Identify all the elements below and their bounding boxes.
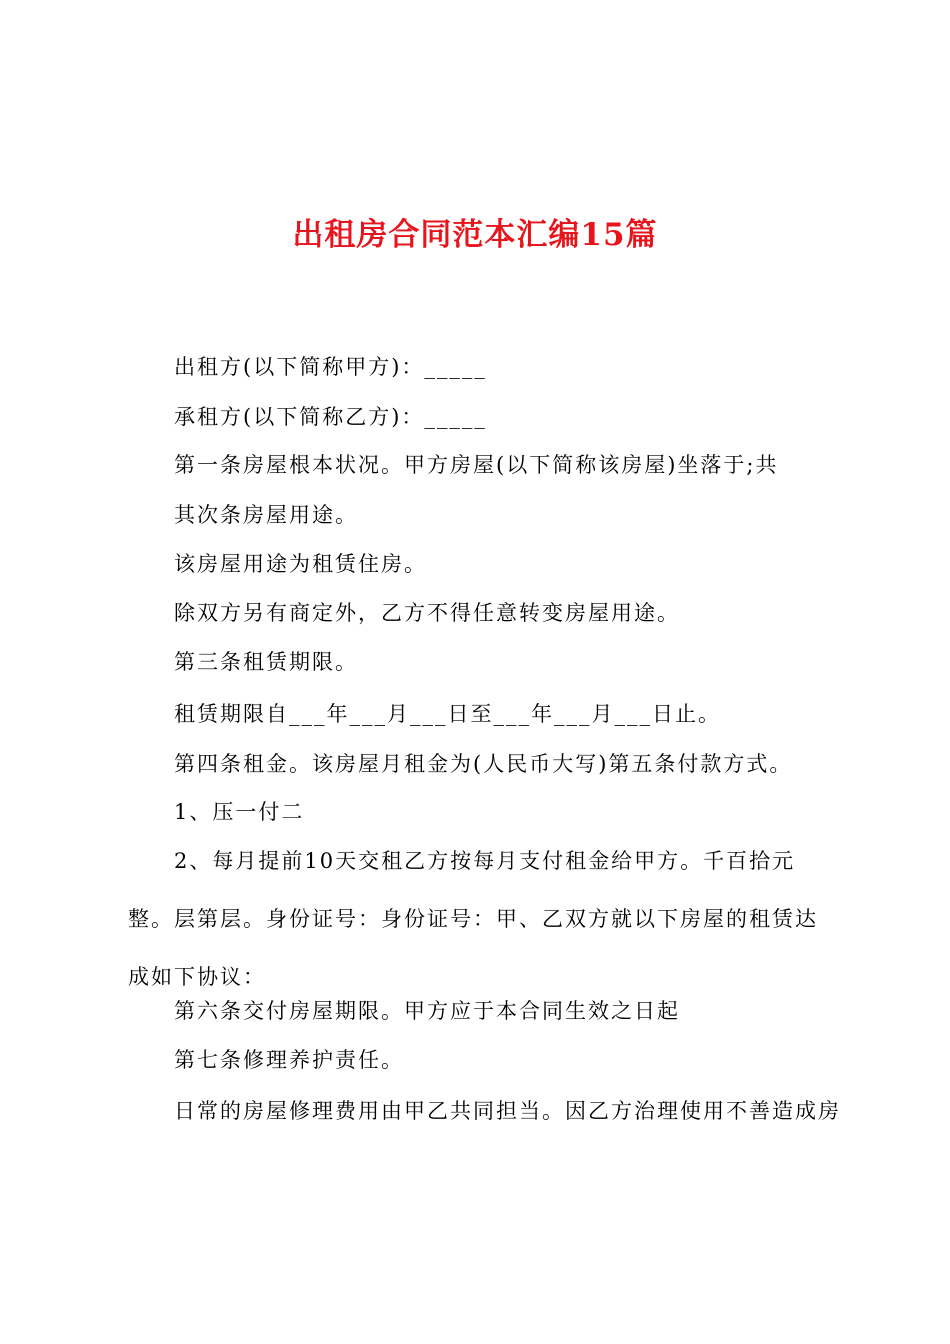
payment-item-1: 1、压一付二 bbox=[174, 800, 305, 824]
lessee-line: 承租方(以下简称乙方)：_____ bbox=[174, 405, 487, 429]
usage-line: 该房屋用途为租赁住房。 bbox=[174, 552, 427, 576]
clause-3-line: 第三条租赁期限。 bbox=[174, 650, 358, 674]
lessor-line: 出租方(以下简称甲方)：_____ bbox=[174, 355, 487, 379]
clause-1-line: 第一条房屋根本状况。甲方房屋(以下简称该房屋)坐落于;共 bbox=[174, 453, 779, 477]
usage-restriction-line: 除双方另有商定外，乙方不得任意转变房屋用途。 bbox=[174, 601, 680, 625]
clause-7-line: 第七条修理养护责任。 bbox=[174, 1048, 404, 1072]
payment-item-2: 2、每月提前10天交租乙方按每月支付租金给甲方。千百拾元整。层第层。身份证号：身份证号：甲、乙双方就以下房屋的租赁达成如下协议： bbox=[128, 849, 818, 989]
clause-2-line: 其次条房屋用途。 bbox=[174, 503, 358, 527]
lease-term-line: 租赁期限自___年___月___日至___年___月___日止。 bbox=[174, 702, 721, 726]
clause-6-line: 第六条交付房屋期限。甲方应于本合同生效之日起 bbox=[174, 999, 680, 1023]
clause-4-line: 第四条租金。该房屋月租金为(人民币大写)第五条付款方式。 bbox=[174, 752, 793, 776]
document-title: 出租房合同范本汇编15篇 bbox=[292, 217, 658, 253]
maintenance-line: 日常的房屋修理费用由甲乙共同担当。因乙方治理使用不善造成房 bbox=[174, 1099, 841, 1123]
